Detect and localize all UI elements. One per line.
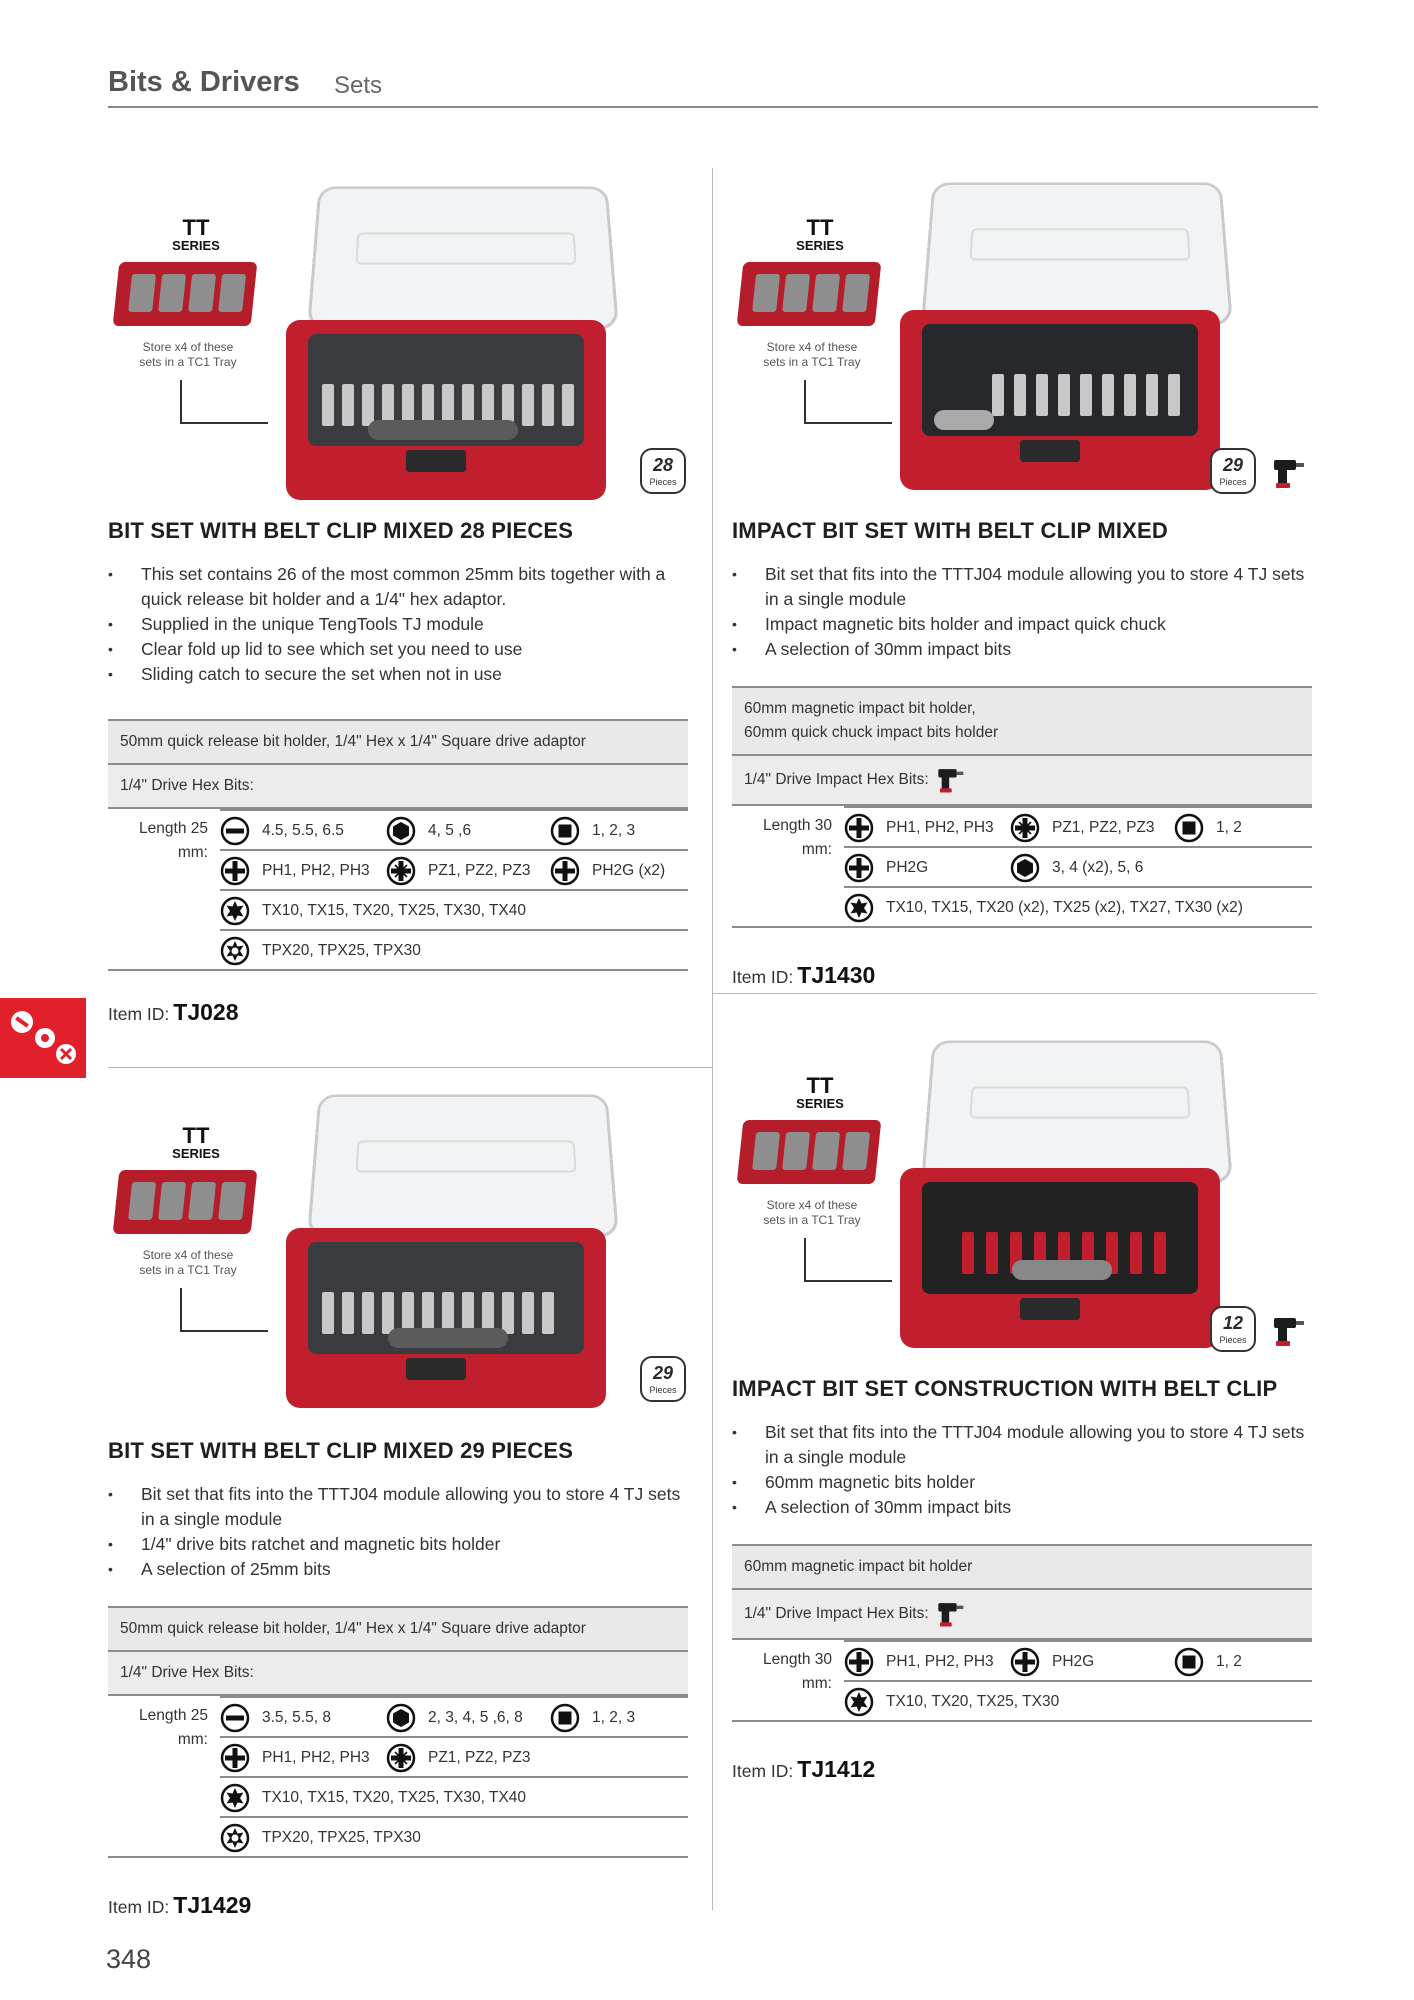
row-divider-left <box>108 1067 712 1068</box>
torx-icon <box>220 1783 250 1813</box>
bits-section-icon <box>0 998 86 1078</box>
impact-drill-icon <box>1270 456 1306 490</box>
pieces-badge: 28 Pieces <box>640 448 686 494</box>
product-title: BIT SET WITH BELT CLIP MIXED 29 PIECES <box>108 1438 574 1463</box>
spec-holder: 50mm quick release bit holder, 1/4" Hex x 1/4" Square drive adaptor <box>120 1620 586 1637</box>
feature-item: • Bit set that fits into the TTTJ04 module allowing you to store 4 TJ sets in a single module <box>732 562 1312 612</box>
tc1-tray-image <box>113 1170 258 1234</box>
product-image <box>732 1028 1312 1368</box>
tj-module-box <box>286 320 606 500</box>
feature-item: • 60mm magnetic bits holder <box>732 1470 1312 1495</box>
hex-icon <box>386 816 416 846</box>
product-tj1430 <box>732 170 1312 989</box>
spec-holder: 60mm magnetic impact bit holder, 60mm quick chuck impact bits holder <box>744 700 999 741</box>
tc1-tray-image <box>737 262 882 326</box>
square-icon <box>550 816 580 846</box>
length-label: Length 30 mm: <box>763 1651 832 1692</box>
impact-drill-icon <box>1270 1314 1306 1348</box>
product-tj028 <box>108 170 688 1026</box>
product-title: IMPACT BIT SET CONSTRUCTION WITH BELT CLIP <box>732 1376 1278 1401</box>
impact-drill-icon <box>935 765 965 795</box>
item-id: Item ID: TJ1430 <box>732 962 876 988</box>
clear-lid <box>307 1094 619 1237</box>
feature-list <box>732 562 1312 662</box>
store-note: Store x4 of these sets in a TC1 Tray <box>139 1248 237 1277</box>
pieces-badge: 29 Pieces <box>1210 448 1256 494</box>
clear-lid <box>921 1040 1233 1183</box>
pozi-icon <box>386 856 416 886</box>
pozi-icon <box>1010 813 1040 843</box>
slotted-icon <box>220 816 250 846</box>
spec-holder: 60mm magnetic impact bit holder <box>744 1558 973 1575</box>
tj-module-box <box>900 1168 1220 1348</box>
row-divider-right <box>713 993 1317 994</box>
tpx-icon <box>220 1823 250 1853</box>
feature-item: • Supplied in the unique TengTools TJ module <box>108 612 688 637</box>
product-title: IMPACT BIT SET WITH BELT CLIP MIXED <box>732 518 1168 543</box>
spec-table: 60mm magnetic impact bit holder, 60mm quick chuck impact bits holder 1/4" Drive Impact Hex Bits: Length 30 mm: PH1, PH2, PH3 PZ1, PZ2, PZ3 1, 2 PH2G 3, 4 (x2), 5, 6 TX10, TX15, TX20 (x2), TX25 (x2), TX27, TX30 (x2) <box>732 686 1312 928</box>
square-icon <box>550 1703 580 1733</box>
spec-holder: 50mm quick release bit holder, 1/4" Hex x 1/4" Square drive adaptor <box>120 733 586 750</box>
torx-icon <box>844 893 874 923</box>
phillips-icon <box>220 1743 250 1773</box>
feature-item: • A selection of 25mm bits <box>108 1557 688 1582</box>
page-header <box>108 62 1318 108</box>
hex-icon <box>386 1703 416 1733</box>
spec-table: 50mm quick release bit holder, 1/4" Hex x 1/4" Square drive adaptor 1/4" Drive Hex Bits: Length 25 mm: 4.5, 5.5, 6.5 4, 5 ,6 1, 2, 3 PH1, PH2, PH3 PZ1, PZ2, PZ3 PH2G (x2) TX10, TX15, TX20, TX25, TX30, TX40 TPX20, TPX25, TPX30 <box>108 719 688 971</box>
length-label: Length 25 mm: <box>139 820 208 861</box>
section-tab[interactable] <box>0 998 86 1078</box>
feature-item: • Bit set that fits into the TTTJ04 module allowing you to store 4 TJ sets in a single module <box>732 1420 1312 1470</box>
tj-module-box <box>286 1228 606 1408</box>
page-number: 348 <box>106 1944 152 1974</box>
column-divider <box>712 168 713 1910</box>
tt-series-logo: TT SERIES <box>796 1073 844 1111</box>
item-id: Item ID: TJ1429 <box>108 1892 252 1918</box>
item-id: Item ID: TJ028 <box>108 999 239 1025</box>
product-image <box>108 1078 688 1418</box>
feature-item: • 1/4" drive bits ratchet and magnetic bits holder <box>108 1532 688 1557</box>
feature-list <box>108 1482 688 1582</box>
pieces-badge: 12 Pieces <box>1210 1306 1256 1352</box>
clear-lid <box>307 186 619 329</box>
phillips-icon <box>220 856 250 886</box>
spec-drive: 1/4" Drive Hex Bits: <box>120 777 254 794</box>
product-image <box>732 170 1312 510</box>
product-tj1429 <box>108 1078 688 1919</box>
phillips-icon <box>1010 1647 1040 1677</box>
slotted-icon <box>220 1703 250 1733</box>
length-label: Length 25 mm: <box>139 1707 208 1748</box>
square-icon <box>1174 1647 1204 1677</box>
feature-item: • Clear fold up lid to see which set you need to use <box>108 637 688 662</box>
phillips-icon <box>844 1647 874 1677</box>
feature-list <box>732 1420 1312 1520</box>
product-tj1412 <box>732 1028 1312 1783</box>
feature-item: • Bit set that fits into the TTTJ04 module allowing you to store 4 TJ sets in a single module <box>108 1482 688 1532</box>
tt-series-logo: TT SERIES <box>172 1123 220 1161</box>
tt-series-logo: TT SERIES <box>172 215 220 253</box>
store-note: Store x4 of these sets in a TC1 Tray <box>763 340 861 369</box>
impact-drill-icon <box>935 1599 965 1629</box>
feature-item: • Sliding catch to secure the set when not in use <box>108 662 688 687</box>
phillips-icon <box>550 856 580 886</box>
page-subtitle: Sets <box>334 72 383 99</box>
item-id: Item ID: TJ1412 <box>732 1756 876 1782</box>
product-image <box>108 170 688 510</box>
tpx-icon <box>220 936 250 966</box>
torx-icon <box>844 1687 874 1717</box>
hex-icon <box>1010 853 1040 883</box>
feature-item: • A selection of 30mm impact bits <box>732 1495 1312 1520</box>
tj-module-box <box>900 310 1220 490</box>
feature-list <box>108 562 688 687</box>
torx-icon <box>220 896 250 926</box>
phillips-icon <box>844 813 874 843</box>
clear-lid <box>921 182 1233 325</box>
feature-item: • Impact magnetic bits holder and impact quick chuck <box>732 612 1312 637</box>
spec-drive: 1/4" Drive Impact Hex Bits: <box>732 756 1312 804</box>
feature-item: • This set contains 26 of the most common 25mm bits together with a quick release bit holder and a 1/4" hex adaptor. <box>108 562 688 612</box>
phillips-icon <box>844 853 874 883</box>
product-title: BIT SET WITH BELT CLIP MIXED 28 PIECES <box>108 518 574 543</box>
page-title: Bits & Drivers <box>108 66 300 98</box>
length-label: Length 30 mm: <box>763 817 832 858</box>
store-note: Store x4 of these sets in a TC1 Tray <box>763 1198 861 1227</box>
spec-table: 60mm magnetic impact bit holder 1/4" Drive Impact Hex Bits: Length 30 mm: PH1, PH2, PH3 PH2G 1, 2 TX10, TX20, TX25, TX30 <box>732 1544 1312 1722</box>
spec-drive: 1/4" Drive Impact Hex Bits: <box>732 1590 1312 1638</box>
square-icon <box>1174 813 1204 843</box>
tt-series-logo: TT SERIES <box>796 215 844 253</box>
spec-drive: 1/4" Drive Hex Bits: <box>120 1664 254 1681</box>
pozi-icon <box>386 1743 416 1773</box>
pieces-badge: 29 Pieces <box>640 1356 686 1402</box>
store-note: Store x4 of these sets in a TC1 Tray <box>139 340 237 369</box>
tc1-tray-image <box>737 1120 882 1184</box>
feature-item: • A selection of 30mm impact bits <box>732 637 1312 662</box>
spec-table: 50mm quick release bit holder, 1/4" Hex x 1/4" Square drive adaptor 1/4" Drive Hex Bits: Length 25 mm: 3.5, 5.5, 8 2, 3, 4, 5 ,6, 8 1, 2, 3 PH1, PH2, PH3 PZ1, PZ2, PZ3 TX10, TX15, TX20, TX25, TX30, TX40 TPX20, TPX25, TPX30 <box>108 1606 688 1858</box>
tc1-tray-image <box>113 262 258 326</box>
